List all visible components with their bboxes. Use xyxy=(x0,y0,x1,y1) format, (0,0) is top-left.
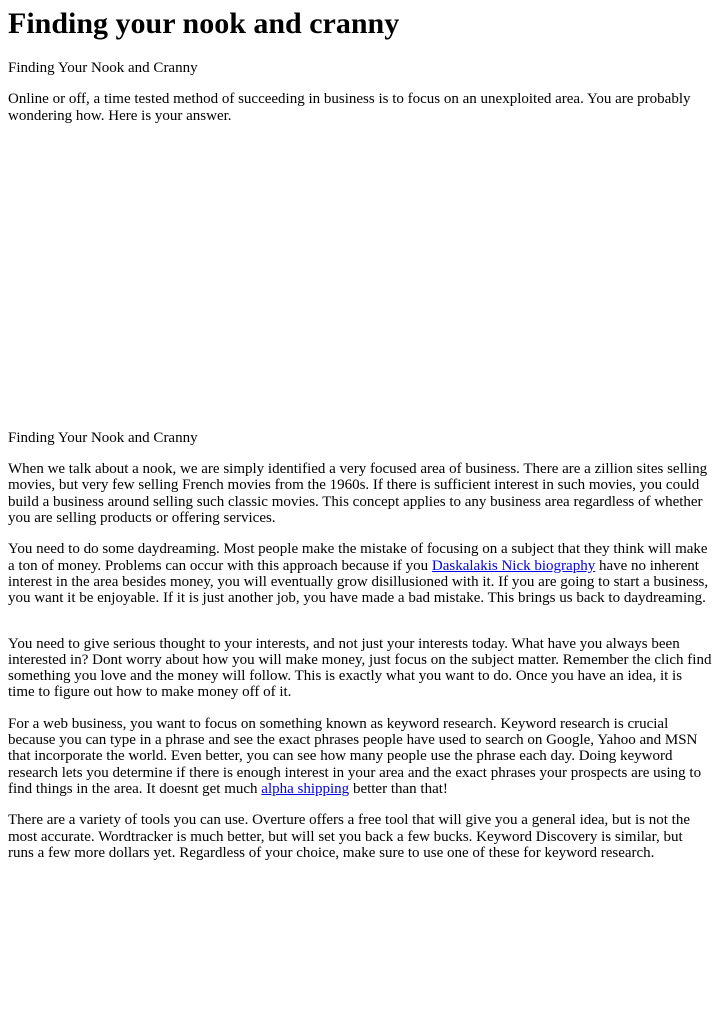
paragraph-interests: You need to give serious thought to your interests, and not just your interests today. What have you always been interested in? Dont worry about how you will make money, just focus on the subject matter. Remember the clich find something you love and the money will follow. This is exactly what you want to do. Once you have an idea, it is time to figure out how to make money off of it. xyxy=(8,635,712,701)
daskalakis-nick-biography-link[interactable]: Daskalakis Nick biography xyxy=(431,557,596,574)
blank-space xyxy=(8,124,712,430)
document-page xyxy=(0,7,720,1025)
paragraph-nook-definition: When we talk about a nook, we are simply identified a very focused area of business. There are a zillion sites selling movies, but very few selling French movies from the 1960s. If there is sufficient interest in such movies, you could build a business around selling such classic movies. This concept applies to any business area regardless of whether you are selling products or offering services. xyxy=(8,461,708,527)
paragraph-text: For a web business, you want to focus on something known as keyword research. Keyword research is crucial because you can type in a phrase and see the exact phrases people have used to search on Google, Yahoo and MSN that incorporate the world. Even better, you can see how many people use the phrase each day. Doing keyword research lets you determine if there is enough interest in your area and the exact phrases your prospects are using to find things in the area. It doesnt get much xyxy=(8,715,702,797)
paragraph-keyword-research xyxy=(8,716,712,797)
alpha-shipping-link[interactable]: alpha shipping xyxy=(261,780,350,797)
paragraph-text: better than that! xyxy=(349,780,448,797)
subtitle-mid: Finding Your Nook and Cranny xyxy=(8,429,198,446)
subtitle-top: Finding Your Nook and Cranny xyxy=(8,60,198,76)
paragraph-text: You need to do some daydreaming. Most people make the mistake of focusing on a subject that they think will make a ton of money. Problems can occur with this approach because if you xyxy=(8,541,708,574)
paragraph-text: have no inherent interest in the area besides money, you will eventually grow disillusioned with it. If you are going to start a business, you want it be enjoyable. If it is just another job, you have made a bad mistake. This brings us back to daydreaming. xyxy=(8,557,709,607)
paragraph-daydreaming xyxy=(8,541,712,606)
page-title: Finding your nook and cranny xyxy=(8,7,400,40)
intro-paragraph: Online or off, a time tested method of succeeding in business is to focus on an unexploited area. You are probably wondering how. Here is your answer. xyxy=(8,91,691,124)
paragraph-tools: There are a variety of tools you can use. Overture offers a free tool that will give you a general idea, but is not the most accurate. Wordtracker is much better, but will set you back a few bucks. Keyword Discovery is similar, but runs a few more dollars yet. Regardless of your choice, make sure to use one of these for keyword research. xyxy=(8,812,690,861)
